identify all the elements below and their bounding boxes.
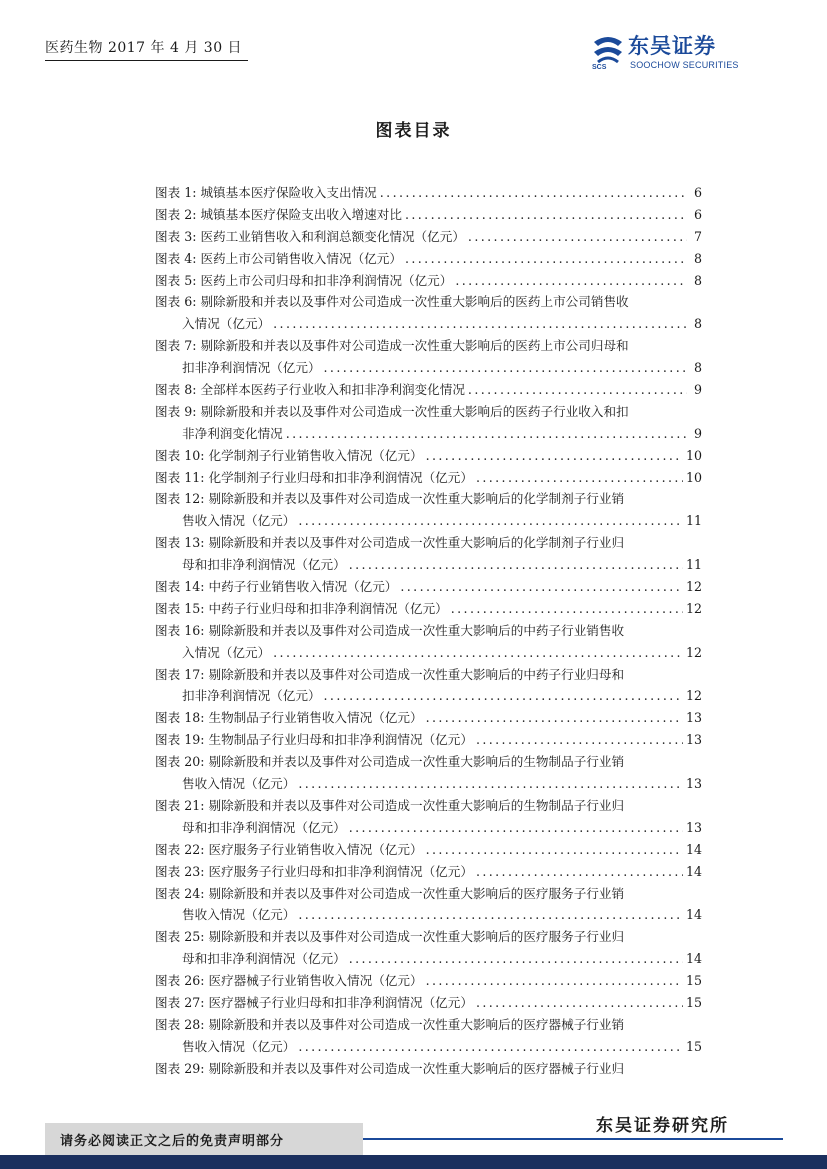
toc-entry-text-wrap xyxy=(155,926,624,948)
toc-leader-dots xyxy=(476,861,683,883)
toc-entry-title: 全部样本医药子行业收入和扣非净利润变化情况 xyxy=(200,382,465,398)
toc-entry[interactable] xyxy=(155,620,702,664)
toc-entry-label: 图表 15: xyxy=(155,600,205,616)
toc-entry-continuation xyxy=(155,1036,702,1058)
toc-entry-line xyxy=(155,576,702,598)
toc-entry-line xyxy=(155,226,702,248)
toc-entry-line xyxy=(155,182,702,204)
toc-entry-line xyxy=(155,445,702,467)
toc-entry-continuation xyxy=(155,685,702,707)
toc-entry-line xyxy=(155,620,702,642)
toc-entry-text-wrap xyxy=(155,270,452,292)
toc-entry-label: 图表 26: xyxy=(155,973,205,989)
toc-entry-label: 图表 7: xyxy=(155,338,197,354)
logo-abbr: SCS xyxy=(592,64,607,71)
toc-entry-label: 图表 9: xyxy=(155,403,197,419)
toc-leader-dots xyxy=(476,467,683,489)
toc-entry-page: 13 xyxy=(685,776,702,792)
toc-leader-dots xyxy=(324,685,683,707)
toc-entry-page: 11 xyxy=(685,557,702,573)
toc-entry-continuation xyxy=(155,904,702,926)
toc-entry-label: 图表 2: xyxy=(155,206,197,222)
toc-entry-line xyxy=(155,751,702,773)
toc-entry-line xyxy=(155,467,702,489)
toc-entry-continuation xyxy=(155,817,702,839)
toc-entry-title: 医药上市公司归母和扣非净利润情况（亿元） xyxy=(200,272,453,288)
toc-entry-title: 剔除新股和并表以及事件对公司造成一次性重大影响后的生物制品子行业归 xyxy=(208,797,625,813)
toc-entry-title: 医疗服务子行业销售收入情况（亿元） xyxy=(208,841,423,857)
toc-entry-line xyxy=(155,861,702,883)
toc-entry-text-wrap xyxy=(155,576,397,598)
toc-entry-page: 9 xyxy=(693,382,702,398)
toc-entry-text-wrap xyxy=(155,751,624,773)
toc-entry[interactable] xyxy=(155,1058,702,1080)
toc-entry-line xyxy=(155,707,702,729)
footer-divider xyxy=(363,1138,783,1140)
toc-entry-text-wrap xyxy=(155,839,423,861)
header-date-line: 医药生物 2017 年 4 月 30 日 xyxy=(45,37,248,61)
toc-entry-text-wrap xyxy=(155,970,423,992)
toc-leader-dots xyxy=(298,773,683,795)
toc-entry-line xyxy=(155,488,702,510)
toc-entry-label: 图表 24: xyxy=(155,885,205,901)
toc-entry[interactable] xyxy=(155,707,702,729)
toc-entry-line xyxy=(155,401,702,423)
toc-entry-line xyxy=(155,532,702,554)
toc-entry-text-wrap xyxy=(155,598,448,620)
toc-entry-text-wrap xyxy=(182,423,283,445)
toc-entry[interactable] xyxy=(155,729,702,751)
toc-entry-text-wrap xyxy=(182,357,321,379)
toc-entry-line xyxy=(155,379,702,401)
toc-entry-label: 图表 10: xyxy=(155,447,205,463)
toc-entry-page: 8 xyxy=(693,360,702,376)
toc-entry-title: 售收入情况（亿元） xyxy=(182,513,296,529)
toc-entry-text-wrap xyxy=(155,620,624,642)
toc-entry[interactable] xyxy=(155,182,702,204)
toc-entry[interactable] xyxy=(155,795,702,839)
toc-entry-text-wrap xyxy=(155,883,624,905)
toc-entry-label: 图表 19: xyxy=(155,732,205,748)
toc-leader-dots xyxy=(426,707,683,729)
toc-entry-page: 9 xyxy=(693,425,702,441)
toc-leader-dots xyxy=(298,510,683,532)
toc-entry-continuation xyxy=(155,554,702,576)
toc-entry-label: 图表 16: xyxy=(155,622,205,638)
company-logo xyxy=(590,30,770,78)
toc-entry-text-wrap xyxy=(155,467,473,489)
toc-entry-title: 售收入情况（亿元） xyxy=(182,1038,296,1054)
toc-entry-line xyxy=(155,1058,702,1080)
toc-entry-text-wrap xyxy=(182,642,270,664)
toc-entry-text-wrap xyxy=(155,1058,624,1080)
toc-entry-label: 图表 25: xyxy=(155,929,205,945)
toc-entry[interactable] xyxy=(155,861,702,883)
toc-entry-page: 12 xyxy=(685,688,702,704)
toc-entry-title: 剔除新股和并表以及事件对公司造成一次性重大影响后的医疗服务子行业归 xyxy=(208,929,625,945)
toc-entry[interactable] xyxy=(155,598,702,620)
toc-entry-text-wrap xyxy=(155,707,423,729)
toc-entry-title: 扣非净利润情况（亿元） xyxy=(182,688,321,704)
footer-institute: 东吴证券研究所 xyxy=(596,1116,729,1136)
logo-name-cn: 东吴证券 xyxy=(628,34,716,58)
footer-disclaimer: 请务必阅读正文之后的免责声明部分 xyxy=(60,1134,285,1149)
toc-entry-label: 图表 22: xyxy=(155,841,205,857)
toc-leader-dots xyxy=(426,970,683,992)
toc-entry-text-wrap xyxy=(182,904,295,926)
toc-entry-label: 图表 6: xyxy=(155,294,197,310)
toc-entry-title: 剔除新股和并表以及事件对公司造成一次性重大影响后的医药子行业收入和扣 xyxy=(200,403,629,419)
toc-entry-text-wrap xyxy=(182,1036,295,1058)
toc-entry-line xyxy=(155,248,702,270)
toc-entry-title: 母和扣非净利润情况（亿元） xyxy=(182,819,346,835)
toc-entry-text-wrap xyxy=(182,773,295,795)
toc-entry-page: 10 xyxy=(685,447,702,463)
toc-entry-label: 图表 23: xyxy=(155,863,205,879)
toc-entry-text-wrap xyxy=(155,182,377,204)
toc-entry-continuation xyxy=(155,357,702,379)
toc-leader-dots xyxy=(426,839,683,861)
footer-strip xyxy=(0,1155,827,1169)
toc-entry-text-wrap xyxy=(155,445,423,467)
toc-entry-continuation xyxy=(155,642,702,664)
toc-entry-title: 城镇基本医疗保险收入支出情况 xyxy=(200,185,377,200)
toc-entry-text-wrap xyxy=(155,379,465,401)
toc-entry-line xyxy=(155,926,702,948)
toc-entry-page: 10 xyxy=(685,469,702,485)
toc-entry[interactable] xyxy=(155,1014,702,1058)
toc-entry-text-wrap xyxy=(155,204,402,226)
toc-entry[interactable] xyxy=(155,226,702,248)
toc-entry[interactable] xyxy=(155,291,702,335)
toc-entry-title: 剔除新股和并表以及事件对公司造成一次性重大影响后的医疗器械子行业销 xyxy=(208,1016,625,1032)
toc-entry[interactable] xyxy=(155,335,702,379)
toc-entry-title: 售收入情况（亿元） xyxy=(182,776,296,792)
toc-entry-title: 剔除新股和并表以及事件对公司造成一次性重大影响后的中药子行业销售收 xyxy=(208,622,625,638)
toc-entry-line xyxy=(155,795,702,817)
toc-entry-title: 剔除新股和并表以及事件对公司造成一次性重大影响后的化学制剂子行业销 xyxy=(208,491,625,507)
toc-entry-continuation xyxy=(155,313,702,335)
toc-leader-dots xyxy=(380,182,687,204)
toc-title: 图表目录 xyxy=(375,121,452,141)
toc-entry-label: 图表 17: xyxy=(155,666,205,682)
toc-leader-dots xyxy=(468,226,687,248)
toc-entry-title: 化学制剂子行业归母和扣非净利润情况（亿元） xyxy=(208,469,473,485)
toc-entry-page: 15 xyxy=(685,973,702,989)
toc-entry-text-wrap xyxy=(155,1014,624,1036)
toc-entry-label: 图表 21: xyxy=(155,797,205,813)
toc-entry[interactable] xyxy=(155,883,702,927)
toc-entry-title: 医药上市公司销售收入情况（亿元） xyxy=(200,250,402,266)
toc-entry-title: 扣非净利润情况（亿元） xyxy=(182,360,321,376)
toc-leader-dots xyxy=(273,313,687,335)
toc-entry[interactable] xyxy=(155,926,702,970)
toc-entry[interactable] xyxy=(155,532,702,576)
toc-entry[interactable] xyxy=(155,270,702,292)
toc-entry-title: 剔除新股和并表以及事件对公司造成一次性重大影响后的中药子行业归母和 xyxy=(208,666,625,682)
toc-entry[interactable] xyxy=(155,839,702,861)
toc-entry-continuation xyxy=(155,423,702,445)
toc-entry-line xyxy=(155,204,702,226)
toc-entry-page: 14 xyxy=(685,863,702,879)
toc-entry-page: 7 xyxy=(693,228,702,244)
toc-entry-line xyxy=(155,729,702,751)
toc-entry-title: 母和扣非净利润情况（亿元） xyxy=(182,557,346,573)
toc-entry-title: 剔除新股和并表以及事件对公司造成一次性重大影响后的医疗器械子行业归 xyxy=(208,1060,625,1076)
toc-entry[interactable] xyxy=(155,970,702,992)
toc-entry-title: 剔除新股和并表以及事件对公司造成一次性重大影响后的医药上市公司归母和 xyxy=(200,338,629,354)
toc-entry[interactable] xyxy=(155,445,702,467)
toc-entry-title: 售收入情况（亿元） xyxy=(182,907,296,923)
toc-leader-dots xyxy=(405,204,687,226)
toc-entry-title: 化学制剂子行业销售收入情况（亿元） xyxy=(208,447,423,463)
toc-entry-line xyxy=(155,992,702,1014)
toc-entry-label: 图表 27: xyxy=(155,994,205,1010)
toc-entry[interactable] xyxy=(155,488,702,532)
toc-entry-label: 图表 14: xyxy=(155,579,205,595)
toc-entry[interactable] xyxy=(155,576,702,598)
toc-entry-title: 入情况（亿元） xyxy=(182,644,271,660)
toc-leader-dots xyxy=(324,357,687,379)
toc-entry-text-wrap xyxy=(155,861,473,883)
toc-leader-dots xyxy=(349,948,683,970)
toc-entry-text-wrap xyxy=(182,948,346,970)
toc-leader-dots xyxy=(476,729,683,751)
toc-entry-text-wrap xyxy=(155,335,629,357)
toc-leader-dots xyxy=(400,576,683,598)
toc-entry-page: 8 xyxy=(693,250,702,266)
toc-entry[interactable] xyxy=(155,401,702,445)
toc-leader-dots xyxy=(298,1036,683,1058)
toc-entry[interactable] xyxy=(155,467,702,489)
toc-entry-title: 城镇基本医疗保险支出收入增速对比 xyxy=(200,206,402,222)
toc-entry-title: 生物制品子行业归母和扣非净利润情况（亿元） xyxy=(208,732,473,748)
toc-entry-page: 15 xyxy=(685,1038,702,1054)
toc-entry-continuation xyxy=(155,948,702,970)
toc-entry[interactable] xyxy=(155,751,702,795)
toc-entry-title: 医疗器械子行业销售收入情况（亿元） xyxy=(208,973,423,989)
toc-entry-text-wrap xyxy=(155,992,473,1014)
toc-leader-dots xyxy=(273,642,683,664)
toc-entry-page: 15 xyxy=(685,994,702,1010)
toc-entry-page: 12 xyxy=(685,600,702,616)
toc-entry-line xyxy=(155,883,702,905)
toc-entry-label: 图表 13: xyxy=(155,535,205,551)
toc-entry-title: 母和扣非净利润情况（亿元） xyxy=(182,951,346,967)
toc-entry-title: 中药子行业销售收入情况（亿元） xyxy=(208,579,398,595)
toc-entry-page: 11 xyxy=(685,513,702,529)
toc-entry-text-wrap xyxy=(155,664,624,686)
toc-entry-line xyxy=(155,839,702,861)
toc-entry-page: 14 xyxy=(685,951,702,967)
soochow-logo-icon xyxy=(590,32,626,68)
logo-name-en: SOOCHOW SECURITIES xyxy=(630,60,739,70)
toc-entry-continuation xyxy=(155,510,702,532)
toc-entry-page: 8 xyxy=(693,272,702,288)
toc-entry-text-wrap xyxy=(155,488,624,510)
toc-entry-text-wrap xyxy=(155,291,629,313)
toc-entry-line xyxy=(155,970,702,992)
toc-entry-text-wrap xyxy=(155,729,473,751)
toc-entry-page: 6 xyxy=(693,185,702,200)
toc-leader-dots xyxy=(468,379,687,401)
toc-entry-text-wrap xyxy=(182,510,295,532)
toc-entry-line xyxy=(155,270,702,292)
toc-entry-text-wrap xyxy=(155,795,624,817)
toc-entry-page: 14 xyxy=(685,841,702,857)
toc-entry-label: 图表 8: xyxy=(155,382,197,398)
toc-entry[interactable] xyxy=(155,379,702,401)
toc-entry-text-wrap xyxy=(155,401,629,423)
toc-entry-title: 入情况（亿元） xyxy=(182,316,271,332)
toc-entry-title: 医疗器械子行业归母和扣非净利润情况（亿元） xyxy=(208,994,473,1010)
toc-entry-label: 图表 18: xyxy=(155,710,205,726)
table-of-figures xyxy=(155,182,702,1080)
toc-entry-label: 图表 4: xyxy=(155,250,197,266)
toc-entry-page: 12 xyxy=(685,644,702,660)
toc-entry-title: 医疗服务子行业归母和扣非净利润情况（亿元） xyxy=(208,863,473,879)
toc-leader-dots xyxy=(426,445,683,467)
toc-entry-title: 中药子行业归母和扣非净利润情况（亿元） xyxy=(208,600,448,616)
toc-entry-page: 8 xyxy=(693,316,702,332)
toc-entry-line xyxy=(155,598,702,620)
toc-entry-title: 非净利润变化情况 xyxy=(182,425,283,441)
toc-entry-label: 图表 28: xyxy=(155,1016,205,1032)
toc-entry-text-wrap xyxy=(182,817,346,839)
toc-entry-label: 图表 1: xyxy=(155,185,197,200)
toc-entry-page: 6 xyxy=(693,206,702,222)
toc-entry-text-wrap xyxy=(182,685,321,707)
toc-entry[interactable] xyxy=(155,204,702,226)
toc-entry-continuation xyxy=(155,773,702,795)
toc-entry-page: 13 xyxy=(685,710,702,726)
toc-entry-text-wrap xyxy=(155,532,624,554)
toc-entry-text-wrap xyxy=(182,554,346,576)
toc-entry-label: 图表 20: xyxy=(155,754,205,770)
toc-entry-label: 图表 11: xyxy=(155,469,205,485)
toc-entry-title: 剔除新股和并表以及事件对公司造成一次性重大影响后的医疗服务子行业销 xyxy=(208,885,625,901)
toc-entry-line xyxy=(155,291,702,313)
toc-entry-label: 图表 5: xyxy=(155,272,197,288)
toc-entry-title: 剔除新股和并表以及事件对公司造成一次性重大影响后的医药上市公司销售收 xyxy=(200,294,629,310)
toc-entry-title: 生物制品子行业销售收入情况（亿元） xyxy=(208,710,423,726)
toc-entry-text-wrap xyxy=(155,226,465,248)
toc-leader-dots xyxy=(349,554,683,576)
toc-entry-title: 医药工业销售收入和利润总额变化情况（亿元） xyxy=(200,228,465,244)
toc-entry[interactable] xyxy=(155,992,702,1014)
toc-leader-dots xyxy=(455,270,687,292)
toc-entry-page: 13 xyxy=(685,819,702,835)
toc-leader-dots xyxy=(298,904,683,926)
toc-entry-page: 13 xyxy=(685,732,702,748)
toc-leader-dots xyxy=(286,423,687,445)
toc-entry-title: 剔除新股和并表以及事件对公司造成一次性重大影响后的化学制剂子行业归 xyxy=(208,535,625,551)
toc-entry-label: 图表 29: xyxy=(155,1060,205,1076)
toc-leader-dots xyxy=(405,248,687,270)
toc-entry-text-wrap xyxy=(155,248,402,270)
toc-entry-line xyxy=(155,664,702,686)
toc-leader-dots xyxy=(451,598,683,620)
toc-entry[interactable] xyxy=(155,248,702,270)
toc-entry-text-wrap xyxy=(182,313,270,335)
toc-entry-label: 图表 3: xyxy=(155,228,197,244)
toc-entry[interactable] xyxy=(155,664,702,708)
toc-entry-line xyxy=(155,1014,702,1036)
toc-leader-dots xyxy=(349,817,683,839)
toc-leader-dots xyxy=(476,992,683,1014)
toc-entry-page: 14 xyxy=(685,907,702,923)
toc-entry-line xyxy=(155,335,702,357)
toc-entry-label: 图表 12: xyxy=(155,491,205,507)
toc-entry-page: 12 xyxy=(685,579,702,595)
toc-entry-title: 剔除新股和并表以及事件对公司造成一次性重大影响后的生物制品子行业销 xyxy=(208,754,625,770)
